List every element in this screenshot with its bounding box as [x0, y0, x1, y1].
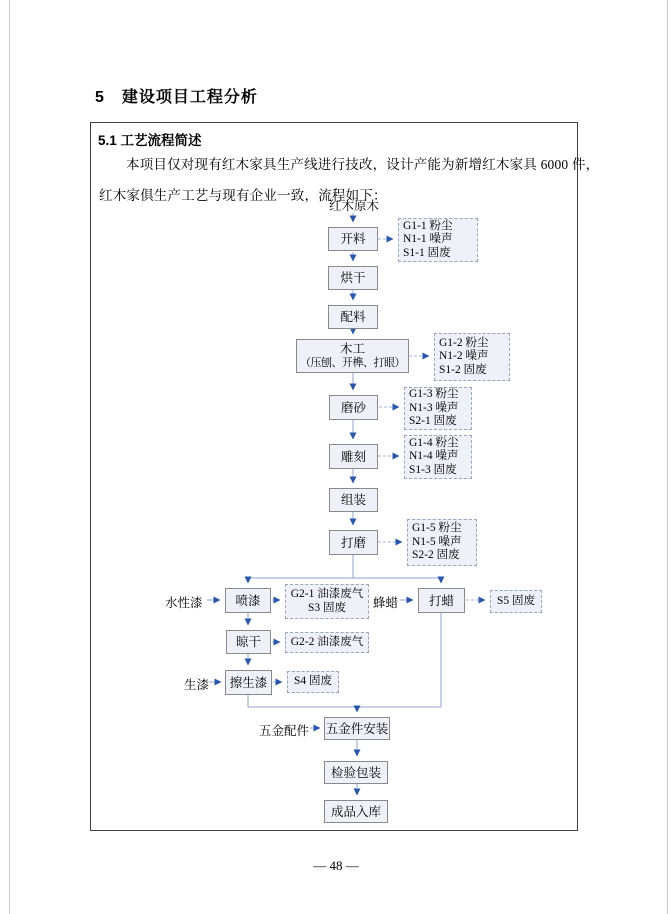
step-label: 配料 [340, 310, 366, 324]
flow-step-waxing [418, 588, 465, 613]
step-label: 五金件安装 [325, 721, 389, 736]
paragraph-line-2: 红木家俱生产工艺与现有企业一致，流程如下： [99, 188, 387, 203]
note-line: G1-1 粉尘 [403, 219, 453, 232]
step-sublabel: （压刨、开榫、打眼） [300, 357, 405, 369]
input-label-beeswax: 蜂蜡 [373, 596, 399, 610]
note-line: S1-2 固废 [439, 363, 487, 376]
input-label-hardware-parts: 五金配件 [259, 724, 310, 738]
flow-source-label: 红木原木 [328, 199, 379, 213]
emission-note-s5 [490, 590, 542, 613]
flow-step-storage [324, 800, 388, 823]
note-line: S2-2 固废 [412, 549, 460, 562]
note-line: G1-2 粉尘 [439, 336, 489, 349]
step-label: 打蜡 [428, 593, 454, 608]
note-line: G1-5 粉尘 [412, 522, 462, 535]
step-label: 雕刻 [340, 449, 366, 464]
flow-step-drying [328, 266, 378, 290]
emission-note-g1-2 [434, 333, 510, 381]
step-label: 组装 [340, 493, 366, 507]
flow-step-raw-lacquer [225, 670, 272, 695]
flow-step-batching [328, 305, 378, 329]
input-label-raw-lacquer: 生漆 [184, 678, 210, 692]
flow-step-sanding [329, 395, 378, 420]
step-label: 开料 [340, 232, 366, 246]
note-line: N1-2 噪声 [439, 350, 489, 363]
flow-step-polishing [329, 530, 378, 555]
step-label: 擦生漆 [229, 675, 268, 690]
note-line: S1-1 固废 [403, 246, 451, 259]
emission-note-g1-3 [404, 387, 472, 430]
flow-step-carving [329, 444, 378, 469]
emission-note-s4 [287, 671, 339, 693]
emission-note-g1-5 [407, 519, 477, 566]
flow-step-cutting [328, 227, 378, 251]
note-line: N1-3 噪声 [409, 401, 459, 414]
emission-note-g2-2 [285, 632, 369, 653]
step-label: 晾干 [235, 635, 261, 649]
page-left-edge [9, 0, 10, 914]
note-line: N1-5 噪声 [412, 535, 462, 548]
flow-step-spraying [225, 588, 271, 613]
note-line: S3 固废 [307, 601, 347, 614]
step-label: 打磨 [340, 535, 366, 550]
note-line: N1-4 噪声 [409, 450, 459, 463]
note-line: S2-1 固废 [409, 415, 457, 428]
note-line: N1-1 噪声 [403, 233, 453, 246]
note-line: S4 固废 [293, 675, 333, 688]
paragraph-line-1: 本项目仅对现有红木家具生产线进行技改，设计产能为新增红木家具 6000 件， [126, 157, 600, 172]
flow-step-assembly [329, 488, 378, 512]
emission-note-g1-1 [398, 218, 478, 262]
note-line: G2-1 油漆废气 [290, 588, 364, 600]
emission-note-g2-1 [285, 584, 369, 619]
step-label: 木工 [339, 342, 365, 356]
step-label: 磨砂 [340, 400, 366, 415]
page-right-edge [667, 0, 668, 914]
input-label-water-paint: 水性漆 [165, 596, 203, 610]
page-number: — 48 — [313, 858, 359, 873]
note-line: S1-3 固废 [409, 463, 457, 476]
flow-step-woodworking [296, 339, 409, 373]
step-label: 成品入库 [330, 804, 381, 819]
step-label: 烘干 [340, 271, 366, 285]
note-line: S5 固废 [496, 594, 536, 607]
page-title: 5 建设项目工程分析 [95, 89, 258, 106]
step-label: 检验包装 [330, 765, 381, 780]
emission-note-g1-4 [404, 435, 472, 479]
flow-step-hardware-install [324, 717, 390, 740]
note-line: G1-4 粉尘 [409, 436, 459, 449]
flow-step-inspection-packing [324, 761, 388, 784]
section-title: 5.1 工艺流程简述 [98, 133, 202, 148]
note-line: G2-2 油漆废气 [290, 635, 364, 648]
flow-step-airdry [226, 630, 271, 654]
step-label: 喷漆 [235, 593, 261, 608]
note-line: G1-3 粉尘 [409, 388, 459, 401]
